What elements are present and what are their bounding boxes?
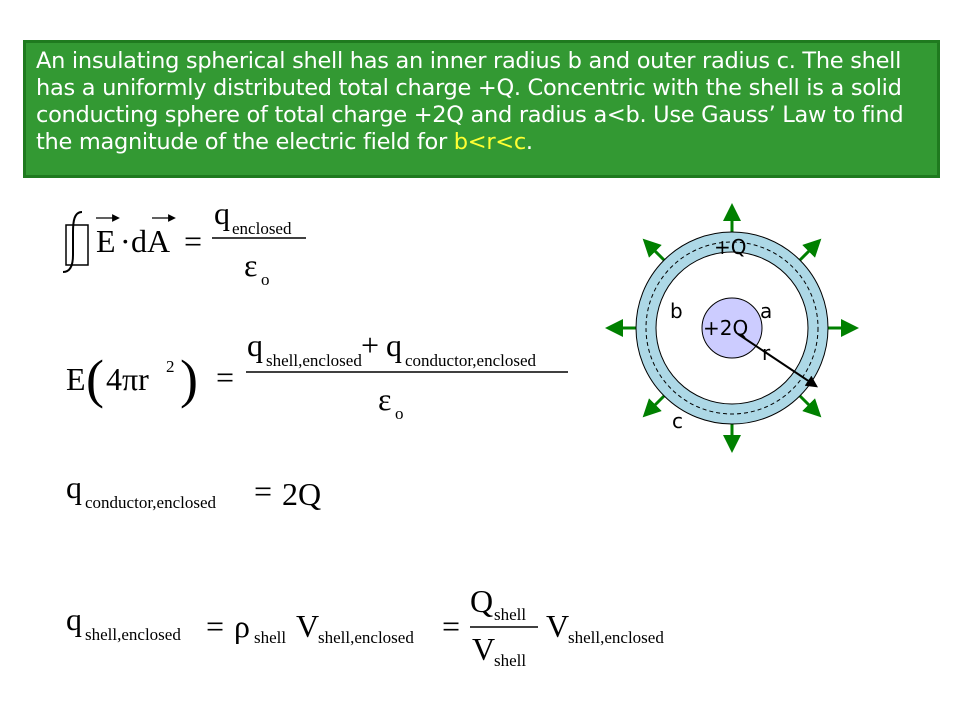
field-arrow-down-left bbox=[649, 395, 665, 411]
shell-equals-2: = bbox=[442, 608, 461, 644]
sphere-diagram bbox=[614, 212, 850, 444]
shell-Q-numerator: Q bbox=[470, 583, 494, 619]
conductor-value: 2Q bbox=[282, 476, 322, 512]
gauss-E: E bbox=[96, 223, 116, 259]
r-label: r bbox=[762, 341, 771, 365]
surface-integral-symbol bbox=[63, 212, 88, 272]
shell-charge-label: +Q bbox=[714, 235, 747, 259]
shell-V-denominator: V bbox=[472, 631, 496, 667]
flux-q-conductor: q bbox=[386, 327, 402, 363]
flux-epsilon-sub: o bbox=[395, 404, 404, 423]
gauss-dA: dA bbox=[131, 223, 171, 259]
outer-radius-label: c bbox=[672, 409, 683, 433]
shell-charge-equation bbox=[66, 583, 664, 670]
shell-V-denominator-sub: shell bbox=[494, 651, 527, 670]
problem-end: . bbox=[525, 129, 533, 155]
problem-highlight: b<r<c bbox=[453, 129, 526, 155]
flux-q-shell-sub: shell,enclosed bbox=[266, 351, 362, 370]
flux-equation bbox=[66, 327, 568, 423]
flux-q-shell: q bbox=[247, 327, 263, 363]
conductor-q-sub: conductor,enclosed bbox=[85, 493, 217, 512]
shell-rho: ρ bbox=[234, 608, 250, 644]
field-arrow-down-right bbox=[799, 395, 815, 411]
shell-equals-1: = bbox=[206, 608, 225, 644]
gauss-equals: = bbox=[184, 223, 203, 259]
shell-q-sub: shell,enclosed bbox=[85, 625, 181, 644]
shell-Q-numerator-sub: shell bbox=[494, 605, 527, 624]
sphere-radius-label: a bbox=[760, 299, 773, 323]
shell-q: q bbox=[66, 601, 82, 637]
flux-E: E bbox=[66, 361, 86, 397]
inner-radius-label: b bbox=[670, 299, 683, 323]
flux-4pir: 4πr bbox=[106, 361, 149, 397]
flux-epsilon: ε bbox=[378, 381, 392, 417]
shell-V-enclosed-sub: shell,enclosed bbox=[568, 628, 664, 647]
field-arrow-up-left bbox=[649, 245, 665, 261]
problem-text: An insulating spherical shell has an inner radius b and outer radius c. The shell has a uniformly distributed total charge +Q. Concentric with the shell is a solid conducting sphere of total charge +2Q and radius a<b. Use Gauss’ Law to find the magnitude of the electric field for bbox=[36, 48, 904, 155]
sphere-charge-label: +2Q bbox=[703, 316, 749, 340]
flux-equals: = bbox=[216, 359, 235, 395]
field-arrow-up-right bbox=[799, 245, 815, 261]
flux-square: 2 bbox=[166, 357, 175, 376]
flux-plus: + bbox=[361, 327, 380, 363]
shell-V-sub: shell,enclosed bbox=[318, 628, 414, 647]
gauss-q: q bbox=[214, 195, 230, 231]
flux-open-paren: ( bbox=[86, 349, 104, 409]
flux-q-conductor-sub: conductor,enclosed bbox=[405, 351, 537, 370]
gauss-epsilon-sub: o bbox=[261, 270, 270, 289]
shell-V: V bbox=[296, 608, 320, 644]
gauss-q-sub: enclosed bbox=[232, 219, 292, 238]
flux-close-paren: ) bbox=[180, 349, 198, 409]
conductor-equals: = bbox=[254, 473, 273, 509]
conductor-q: q bbox=[66, 469, 82, 505]
gauss-law-equation bbox=[63, 195, 306, 289]
gauss-dot: · bbox=[120, 223, 131, 259]
shell-V-enclosed: V bbox=[546, 608, 570, 644]
shell-rho-sub: shell bbox=[254, 628, 287, 647]
gauss-epsilon: ε bbox=[244, 247, 258, 283]
conductor-charge-equation bbox=[66, 469, 321, 512]
